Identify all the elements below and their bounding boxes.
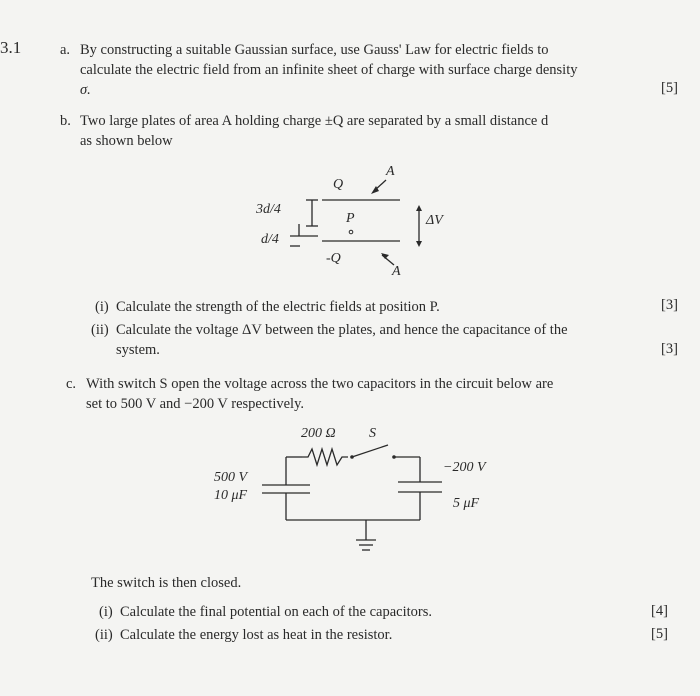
part-a-line-3: σ. <box>80 82 91 98</box>
part-b-i-marks: [3] <box>661 297 678 313</box>
part-c-i-label: (i) <box>99 604 113 620</box>
part-b-label: b. <box>60 113 71 129</box>
diagram-area-bottom: A <box>392 264 401 279</box>
part-b-i-label: (i) <box>95 299 109 315</box>
part-b-line-2: as shown below <box>80 133 173 149</box>
diagram-point-p: P <box>346 211 355 226</box>
part-b-i-text: Calculate the strength of the electric fields at position P. <box>116 299 440 315</box>
diagram-area-top: A <box>386 164 395 179</box>
part-c-line-1: With switch S open the voltage across the two capacitors in the circuit below are <box>86 376 554 392</box>
circuit-switch-label: S <box>369 426 376 441</box>
part-a-line-2: calculate the electric field from an infinite sheet of charge with surface charge density <box>80 62 578 78</box>
circuit-c1-capacitance: 10 μF <box>214 488 248 503</box>
switch <box>352 445 388 457</box>
diagram-voltage: ΔV <box>426 213 443 228</box>
switch-closed-text: The switch is then closed. <box>91 575 242 591</box>
circuit-c2-capacitance: 5 μF <box>453 496 480 511</box>
part-b-line-1: Two large plates of area A holding charge ±Q are separated by a small distance d <box>80 113 549 129</box>
diagram-dist-upper: 3d/4 <box>256 202 281 217</box>
part-a-line-1: By constructing a suitable Gaussian surface, use Gauss' Law for electric fields to <box>80 42 549 58</box>
part-c-ii-label: (ii) <box>95 627 113 643</box>
part-a-marks: [5] <box>661 80 678 96</box>
part-c-ii-marks: [5] <box>651 626 668 642</box>
part-c-line-2: set to 500 V and −200 V respectively. <box>86 396 305 412</box>
diagram-bottom-charge: -Q <box>326 251 341 266</box>
part-c-ii-text: Calculate the energy lost as heat in the resistor. <box>120 627 393 643</box>
circuit-resistor-label: 200 Ω <box>301 426 336 441</box>
question-number: 3.1 <box>0 38 22 57</box>
part-c-i-text: Calculate the final potential on each of the capacitors. <box>120 604 433 620</box>
part-c-i-marks: [4] <box>651 603 668 619</box>
circuit-c2-voltage: −200 V <box>443 460 486 475</box>
part-b-ii-marks: [3] <box>661 341 678 357</box>
resistor <box>302 449 348 465</box>
part-a-label: a. <box>60 42 71 58</box>
circuit-c1-voltage: 500 V <box>214 470 248 485</box>
diagram-dist-lower: d/4 <box>261 232 279 247</box>
part-c-label: c. <box>66 376 77 392</box>
part-b-ii-line-2: system. <box>116 342 160 358</box>
diagram-top-charge: Q <box>333 177 344 192</box>
part-b-ii-label: (ii) <box>91 322 109 338</box>
part-b-ii-line-1: Calculate the voltage ΔV between the plates, and hence the capacitance of the <box>116 322 568 338</box>
